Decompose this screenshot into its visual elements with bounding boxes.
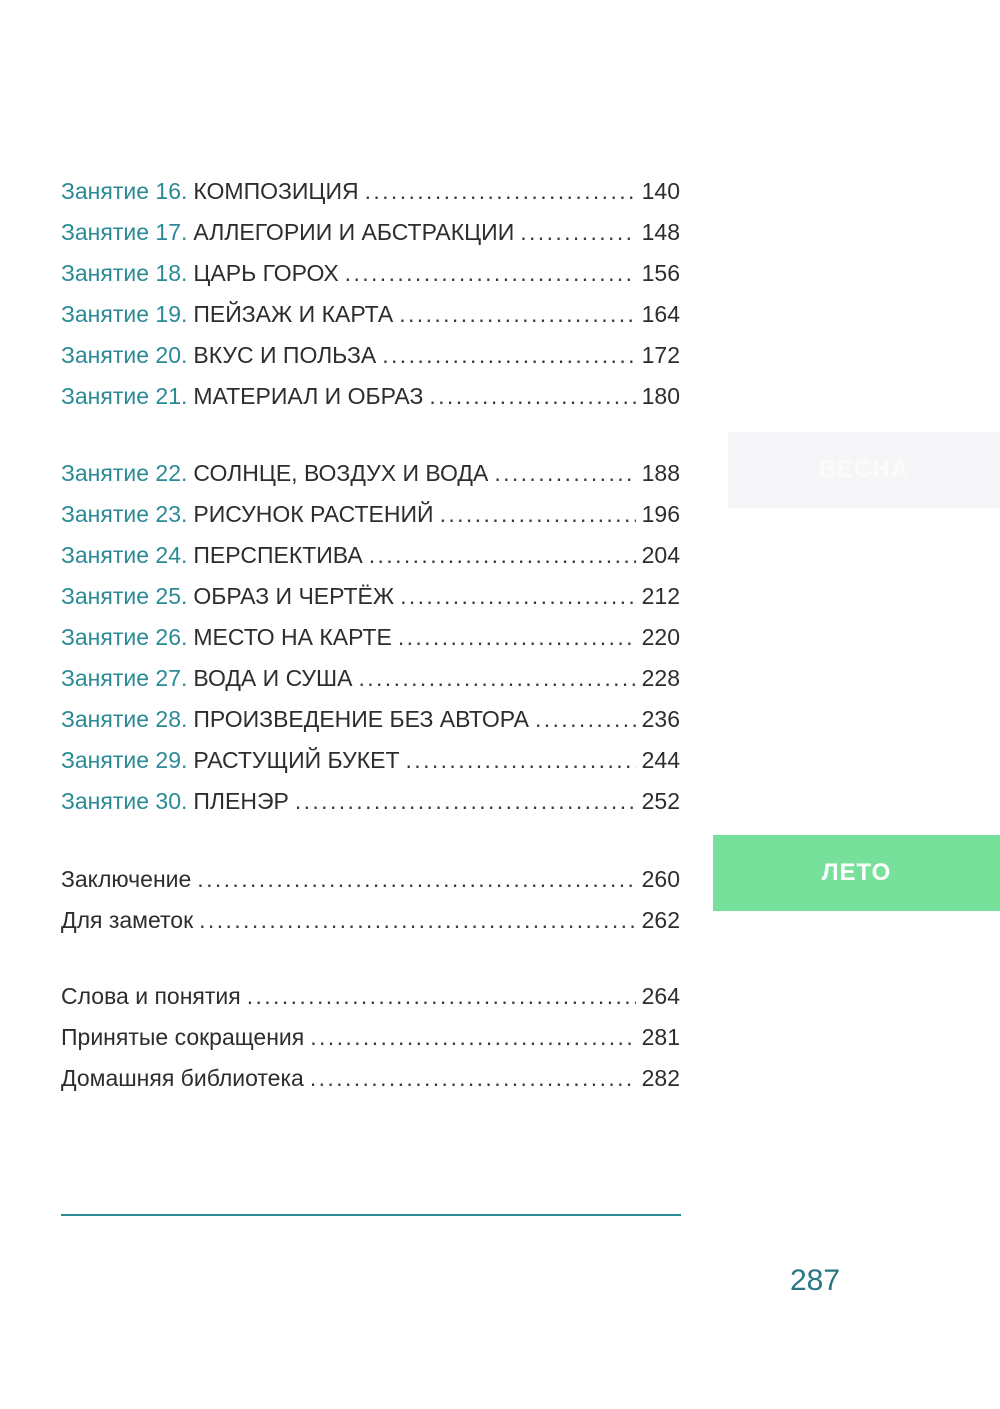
dot-leader bbox=[310, 1058, 636, 1099]
toc-page-number: 204 bbox=[641, 542, 680, 568]
toc-lesson-number: Занятие 19. bbox=[61, 301, 188, 327]
toc-page-number: 228 bbox=[641, 665, 680, 691]
toc-title: ЦАРЬ ГОРОХ bbox=[193, 260, 339, 286]
toc-lesson-number: Занятие 22. bbox=[61, 460, 188, 486]
season-tab-summer bbox=[713, 835, 1000, 911]
toc-entry[interactable] bbox=[61, 617, 680, 658]
toc-entry[interactable] bbox=[61, 1017, 680, 1058]
toc-page-number: 264 bbox=[641, 983, 680, 1009]
dot-leader bbox=[310, 1017, 635, 1058]
toc-page-number: 188 bbox=[641, 460, 680, 486]
toc-entry[interactable] bbox=[61, 453, 680, 494]
toc-group-1 bbox=[61, 171, 680, 417]
dot-leader bbox=[520, 212, 635, 253]
dot-leader bbox=[369, 535, 636, 576]
toc-lesson-number: Занятие 16. bbox=[61, 178, 188, 204]
toc-title: Заключение bbox=[61, 866, 192, 892]
toc-page-number: 140 bbox=[641, 178, 680, 204]
toc-lesson-number: Занятие 25. bbox=[61, 583, 188, 609]
toc-title: РАСТУЩИЙ БУКЕТ bbox=[193, 747, 400, 773]
toc-entry[interactable] bbox=[61, 294, 680, 335]
dot-leader bbox=[197, 859, 635, 900]
toc-title: КОМПОЗИЦИЯ bbox=[193, 178, 359, 204]
toc-page-number: 262 bbox=[641, 907, 680, 933]
toc-entry[interactable] bbox=[61, 781, 680, 822]
toc-title: ПЕРСПЕКТИВА bbox=[193, 542, 363, 568]
dot-leader bbox=[345, 253, 636, 294]
dot-leader bbox=[406, 740, 636, 781]
toc-page-number: 236 bbox=[641, 706, 680, 732]
toc-lesson-number: Занятие 29. bbox=[61, 747, 188, 773]
toc-lesson-number: Занятие 18. bbox=[61, 260, 188, 286]
toc-group-2 bbox=[61, 453, 680, 822]
toc-page-number: 244 bbox=[641, 747, 680, 773]
toc-entry[interactable] bbox=[61, 494, 680, 535]
toc-page-number: 281 bbox=[641, 1024, 680, 1050]
toc-title: Домашняя библиотека bbox=[61, 1065, 304, 1091]
toc-page-number: 282 bbox=[641, 1065, 680, 1091]
dot-leader bbox=[399, 294, 635, 335]
toc-title: СОЛНЦЕ, ВОЗДУХ И ВОДА bbox=[193, 460, 489, 486]
season-tab-label: ЛЕТО bbox=[821, 859, 892, 886]
season-tab-spring bbox=[728, 432, 1000, 508]
toc-title: ПРОИЗВЕДЕНИЕ БЕЗ АВТОРА bbox=[193, 706, 529, 732]
toc-page-number: 180 bbox=[641, 383, 680, 409]
toc-entry[interactable] bbox=[61, 212, 680, 253]
season-tab-label: ВЕСНА bbox=[818, 456, 910, 483]
dot-leader bbox=[400, 576, 636, 617]
toc-page-number: 164 bbox=[641, 301, 680, 327]
toc-lesson-number: Занятие 27. bbox=[61, 665, 188, 691]
toc-lesson-number: Занятие 28. bbox=[61, 706, 188, 732]
toc-entry[interactable] bbox=[61, 1058, 680, 1099]
toc-title: ПЛЕНЭР bbox=[193, 788, 289, 814]
toc-entry[interactable] bbox=[61, 859, 680, 900]
toc-title: АЛЛЕГОРИИ И АБСТРАКЦИИ bbox=[193, 219, 515, 245]
toc-group-4 bbox=[61, 976, 680, 1099]
toc-lesson-number: Занятие 23. bbox=[61, 501, 188, 527]
toc-entry[interactable] bbox=[61, 699, 680, 740]
toc-page-number: 172 bbox=[641, 342, 680, 368]
footer-divider bbox=[61, 1214, 681, 1216]
toc-page-number: 260 bbox=[641, 866, 680, 892]
toc-page-number: 156 bbox=[641, 260, 680, 286]
toc-title: ОБРАЗ И ЧЕРТЁЖ bbox=[193, 583, 395, 609]
dot-leader bbox=[440, 494, 636, 535]
toc-group-3 bbox=[61, 859, 680, 941]
dot-leader bbox=[535, 699, 636, 740]
toc-lesson-number: Занятие 24. bbox=[61, 542, 188, 568]
toc-title: МАТЕРИАЛ И ОБРАЗ bbox=[193, 383, 424, 409]
toc-lesson-number: Занятие 21. bbox=[61, 383, 188, 409]
toc-page-number: 212 bbox=[641, 583, 680, 609]
toc-entry[interactable] bbox=[61, 576, 680, 617]
toc-title: ПЕЙЗАЖ И КАРТА bbox=[193, 301, 394, 327]
toc-page-number: 252 bbox=[641, 788, 680, 814]
toc-entry[interactable] bbox=[61, 335, 680, 376]
toc-lesson-number: Занятие 26. bbox=[61, 624, 188, 650]
toc-title: Для заметок bbox=[61, 907, 194, 933]
toc-title: Принятые сокращения bbox=[61, 1024, 305, 1050]
toc-title: РИСУНОК РАСТЕНИЙ bbox=[193, 501, 434, 527]
toc-entry[interactable] bbox=[61, 740, 680, 781]
toc-entry[interactable] bbox=[61, 253, 680, 294]
toc-entry[interactable] bbox=[61, 658, 680, 699]
dot-leader bbox=[398, 617, 636, 658]
toc-entry[interactable] bbox=[61, 376, 680, 417]
toc-page-number: 220 bbox=[641, 624, 680, 650]
dot-leader bbox=[199, 900, 635, 941]
toc-title: ВОДА И СУША bbox=[193, 665, 353, 691]
toc-entry[interactable] bbox=[61, 900, 680, 941]
toc-title: МЕСТО НА КАРТЕ bbox=[193, 624, 392, 650]
toc-page-number: 196 bbox=[641, 501, 680, 527]
toc-page-number: 148 bbox=[641, 219, 680, 245]
dot-leader bbox=[295, 781, 636, 822]
toc-entry[interactable] bbox=[61, 976, 680, 1017]
toc-title: Слова и понятия bbox=[61, 983, 241, 1009]
toc-entry[interactable] bbox=[61, 171, 680, 212]
toc-lesson-number: Занятие 30. bbox=[61, 788, 188, 814]
toc-title: ВКУС И ПОЛЬЗА bbox=[193, 342, 377, 368]
dot-leader bbox=[365, 171, 636, 212]
dot-leader bbox=[358, 658, 635, 699]
dot-leader bbox=[494, 453, 635, 494]
dot-leader bbox=[429, 376, 635, 417]
dot-leader bbox=[382, 335, 635, 376]
toc-lesson-number: Занятие 20. bbox=[61, 342, 188, 368]
toc-lesson-number: Занятие 17. bbox=[61, 219, 188, 245]
page-number: 287 bbox=[790, 1264, 841, 1297]
toc-entry[interactable] bbox=[61, 535, 680, 576]
dot-leader bbox=[247, 976, 636, 1017]
